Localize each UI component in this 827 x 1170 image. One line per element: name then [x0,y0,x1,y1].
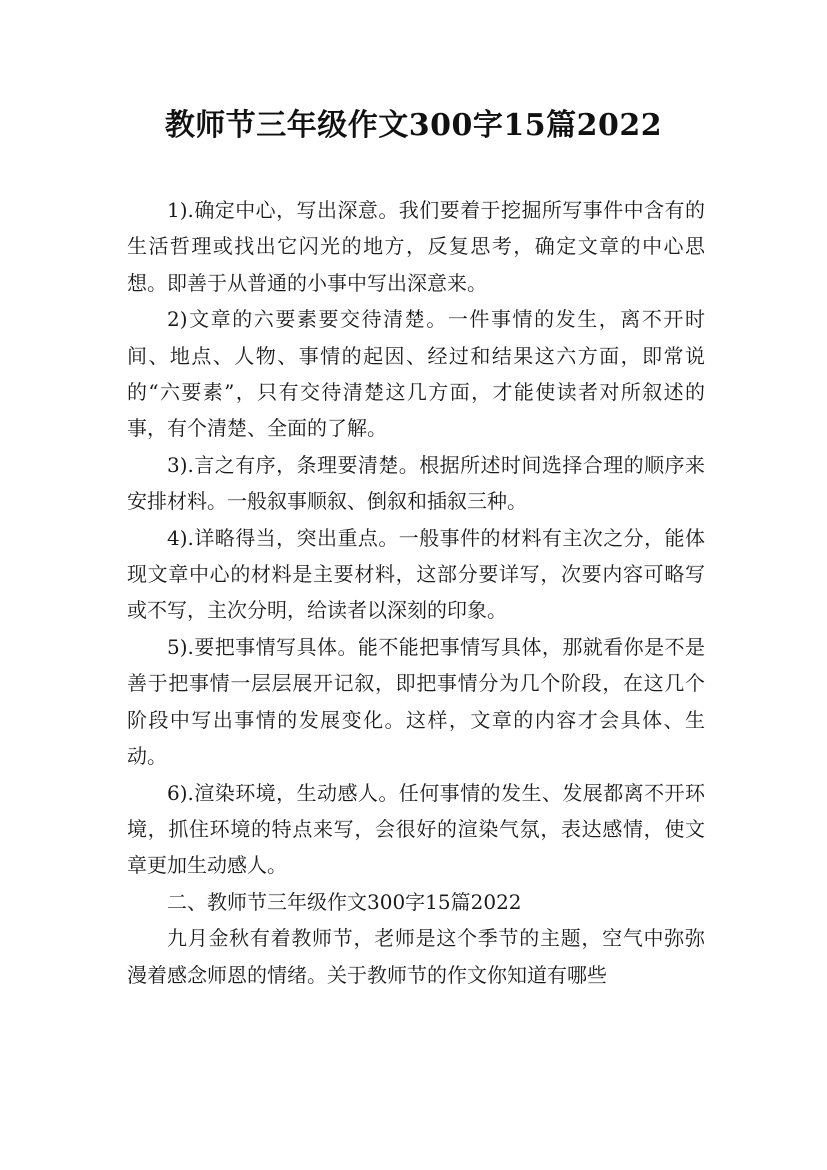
paragraph-6: 6).渲染环境，生动感人。任何事情的发生、发展都离不开环境，抓住环境的特点来写，会很好的渲染气氛，表达感情，使文章更加生动感人。 [127,780,705,878]
paragraph-2: 2)文章的六要素要交待清楚。一件事情的发生，离不开时间、地点、人物、事情的起因、经过和结果这六方面，即常说的“六要素”，只有交待清楚这几方面，才能使读者对所叙述的事，有个清楚、全面的了解。 [127,307,705,441]
document-body [127,192,705,993]
document-title: 教师节三年级作文300字15篇2022 [164,108,663,143]
paragraph-7: 九月金秋有着教师节，老师是这个季节的主题，空气中弥弥漫着感念师恩的情绪。关于教师节的作文你知道有哪些 [127,926,705,987]
paragraph-5: 5).要把事情写具体。能不能把事情写具体，那就看你是不是善于把事情一层层展开记叙，即把事情分为几个阶段，在这几个阶段中写出事情的发展变化。这样，文章的内容才会具体、生动。 [127,634,705,769]
paragraph-4: 4).详略得当，突出重点。一般事件的材料有主次之分，能体现文章中心的材料是主要材料，这部分要详写，次要内容可略写或不写，主次分明，给读者以深刻的印象。 [127,525,705,623]
section-heading: 二、教师节三年级作文300字15篇2022 [167,889,522,914]
paragraph-1: 1).确定中心，写出深意。我们要着于挖掘所写事件中含有的生活哲理或找出它闪光的地方，反复思考，确定文章的中心思想。即善于从普通的小事中写出深意来。 [127,198,705,295]
paragraph-3: 3).言之有序，条理要清楚。根据所述时间选择合理的顺序来安排材料。一般叙事顺叙、倒叙和插叙三种。 [127,452,705,514]
